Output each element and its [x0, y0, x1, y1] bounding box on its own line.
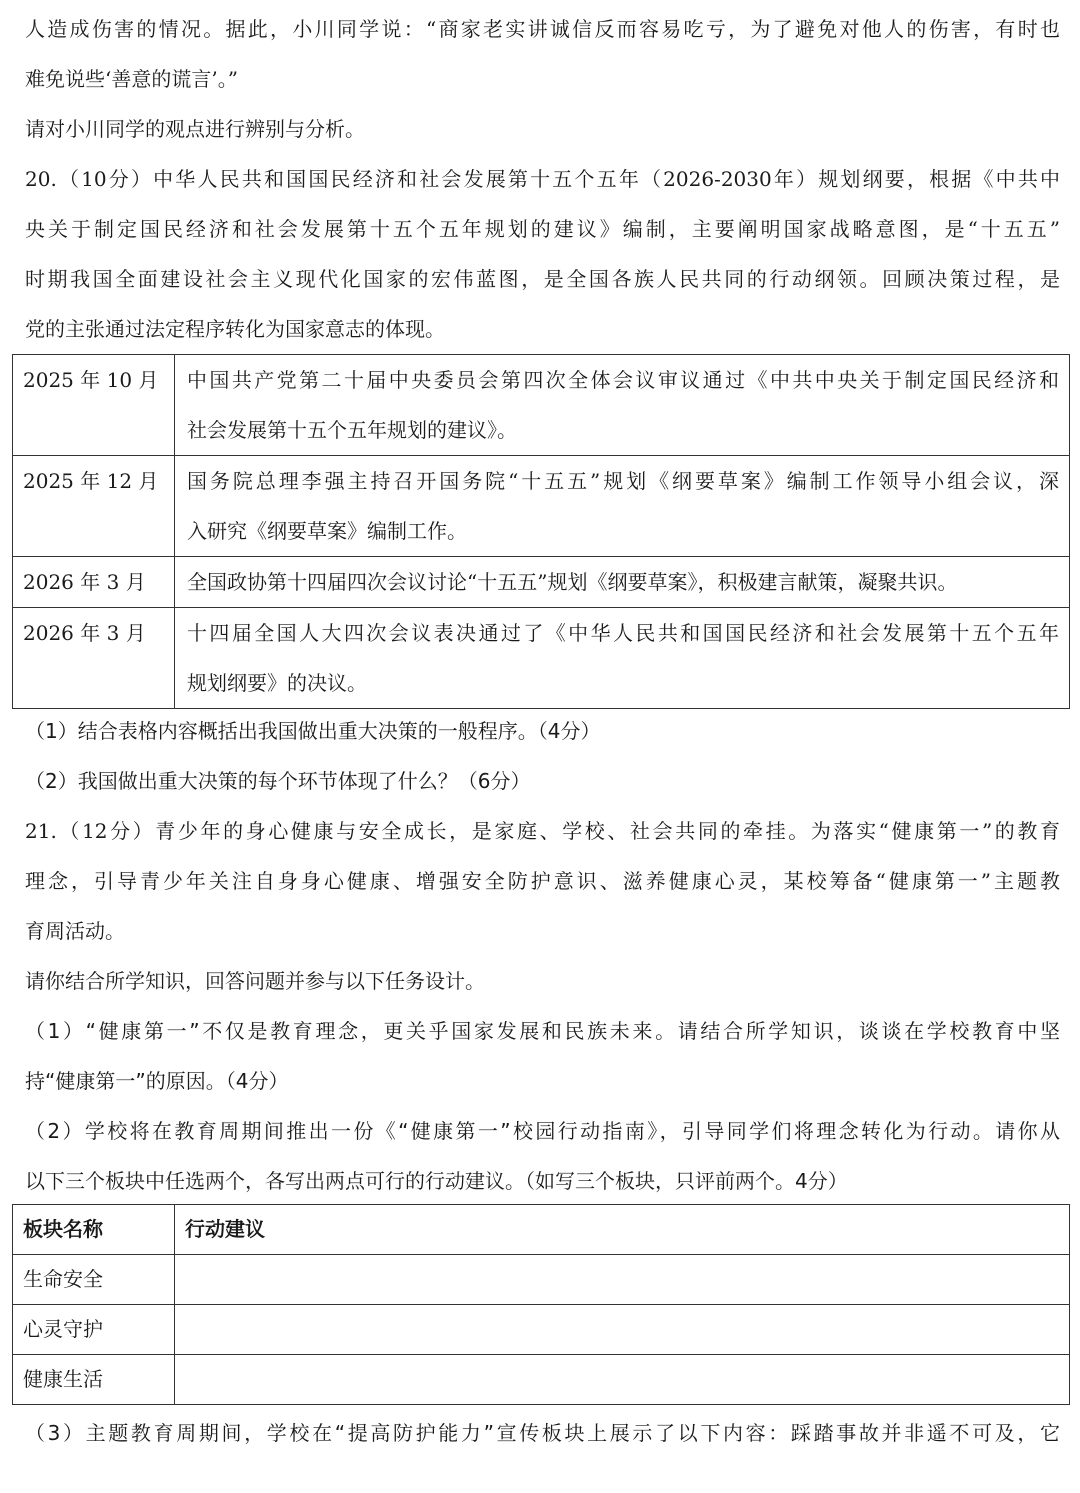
table-row	[13, 456, 1070, 557]
q20-line-2: 央关于制定国民经济和社会发展第十五个五年规划的建议》编制，主要阐明国家战略意图，是“十五五”	[25, 217, 1060, 241]
timeline-desc	[175, 355, 1070, 456]
timeline-desc	[175, 608, 1070, 709]
column-header-section: 板块名称	[13, 1205, 175, 1255]
intro-line-1: 人造成伤害的情况。据此，小川同学说：“商家老实讲诚信反而容易吃亏，为了避免对他人的伤害，有时也	[25, 17, 1060, 41]
table-row	[13, 1305, 1070, 1355]
table-row	[13, 608, 1070, 709]
table-row	[13, 1255, 1070, 1305]
timeline-desc	[175, 557, 1070, 608]
q20-line-4: 党的主张通过法定程序转化为国家意志的体现。	[25, 317, 445, 341]
q21-sub-question-1b: 持“健康第一”的原因。（4分）	[25, 1069, 289, 1093]
timeline-date: 2025 年 10 月	[13, 355, 175, 456]
timeline-date: 2026 年 3 月	[13, 557, 175, 608]
timeline-date: 2025 年 12 月	[13, 456, 175, 557]
suggestion-cell[interactable]	[175, 1255, 1070, 1305]
q21-sub-question-3: （3）主题教育周期间，学校在“提高防护能力”宣传板块上展示了以下内容：踩踏事故并非遥不可及，它	[25, 1421, 1060, 1445]
q21-sub-question-2b: 以下三个板块中任选两个，各写出两点可行的行动建议。（如写三个板块，只评前两个。4分）	[25, 1169, 848, 1193]
section-name: 健康生活	[13, 1355, 175, 1405]
timeline-desc-line: 十四届全国人大四次会议表决通过了《中华人民共和国国民经济和社会发展第十五个五年	[187, 621, 1059, 645]
q21-line-2: 理念，引导青少年关注自身身心健康、增强安全防护意识、滋养健康心灵，某校筹备“健康第一”主题教	[25, 869, 1060, 893]
section-name: 心灵守护	[13, 1305, 175, 1355]
q21-sub-question-1a: （1）“健康第一”不仅是教育理念，更关乎国家发展和民族未来。请结合所学知识，谈谈在学校教育中坚	[25, 1019, 1060, 1043]
suggestion-cell[interactable]	[175, 1355, 1070, 1405]
q21-line-4: 请你结合所学知识，回答问题并参与以下任务设计。	[25, 969, 485, 993]
timeline-desc	[175, 456, 1070, 557]
timeline-desc-line: 国务院总理李强主持召开国务院“十五五”规划《纲要草案》编制工作领导小组会议，深	[187, 469, 1059, 493]
timeline-desc-line: 全国政协第十四届四次会议讨论“十五五”规划《纲要草案》，积极建言献策，凝聚共识。	[187, 570, 958, 594]
table-header-row	[13, 1205, 1070, 1255]
intro-question: 请对小川同学的观点进行辨别与分析。	[25, 117, 365, 141]
q20-line-1: 20.（10分）中华人民共和国国民经济和社会发展第十五个五年（2026-2030年）规划纲要，根据《中共中	[25, 167, 1060, 191]
timeline-desc-line: 规划纲要》的决议。	[187, 671, 367, 695]
table-row	[13, 1355, 1070, 1405]
q21-sub-question-2a: （2）学校将在教育周期间推出一份《“健康第一”校园行动指南》，引导同学们将理念转化为行动。请你从	[25, 1119, 1060, 1143]
intro-line-2: 难免说些‘善意的谎言’。”	[25, 67, 238, 91]
timeline-desc-line: 中国共产党第二十届中央委员会第四次全体会议审议通过《中共中央关于制定国民经济和	[187, 368, 1059, 392]
decision-timeline-table	[12, 354, 1070, 709]
column-header-suggestion: 行动建议	[175, 1205, 1070, 1255]
q21-line-3: 育周活动。	[25, 919, 125, 943]
action-suggestion-table	[12, 1204, 1070, 1405]
timeline-desc-line: 入研究《纲要草案》编制工作。	[187, 519, 467, 543]
table-row	[13, 557, 1070, 608]
timeline-date: 2026 年 3 月	[13, 608, 175, 709]
table-row	[13, 355, 1070, 456]
q20-line-3: 时期我国全面建设社会主义现代化国家的宏伟蓝图，是全国各族人民共同的行动纲领。回顾决策过程，是	[25, 267, 1060, 291]
q20-sub-question-1: （1）结合表格内容概括出我国做出重大决策的一般程序。（4分）	[25, 719, 601, 743]
q21-line-1: 21.（12分）青少年的身心健康与安全成长，是家庭、学校、社会共同的牵挂。为落实“健康第一”的教育	[25, 819, 1060, 843]
timeline-desc-line: 社会发展第十五个五年规划的建议》。	[187, 418, 517, 442]
section-name: 生命安全	[13, 1255, 175, 1305]
q20-sub-question-2: （2）我国做出重大决策的每个环节体现了什么？（6分）	[25, 769, 531, 793]
suggestion-cell[interactable]	[175, 1305, 1070, 1355]
